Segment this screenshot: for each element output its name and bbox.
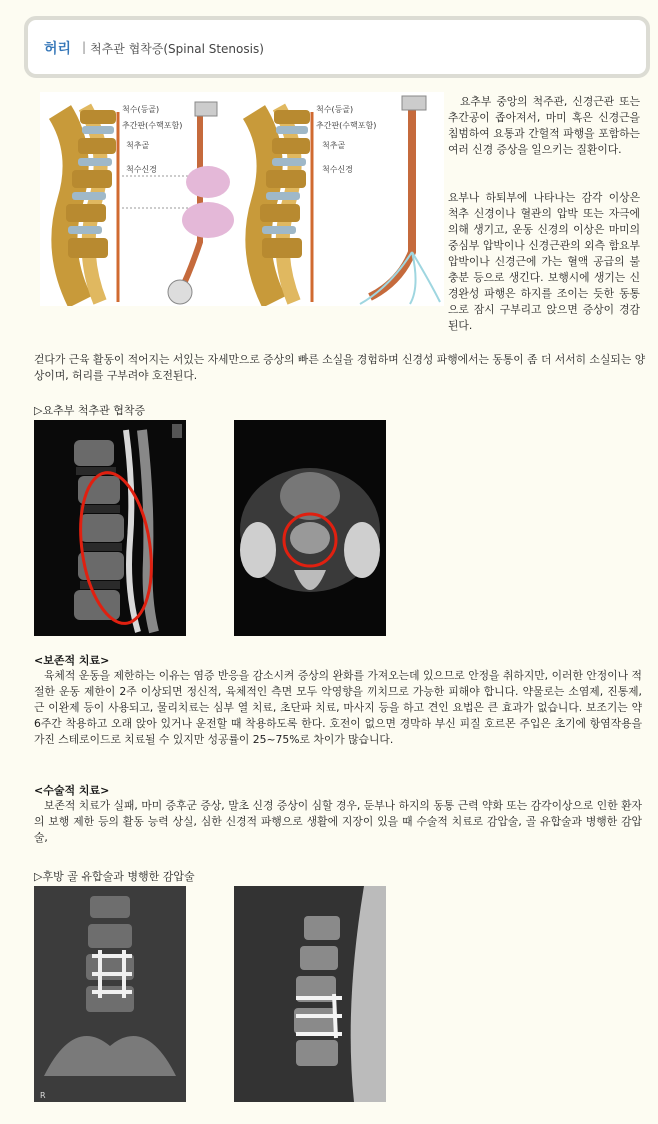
xray-caption: ▷후방 골 유합술과 병행한 감압술 [34,870,195,883]
label-left-spinal-cord: 척수(등골) [122,105,160,114]
left-spine-drawing [60,102,234,304]
intro-paragraph-3: 걷다가 근육 활동이 적어지는 서있는 자세만으로 증상의 빠른 소실을 경험하며 신경성 파행에서는 동통이 좀 더 서서히 소실되는 양상이며, 허리를 구부려야 호전된다. [34,353,646,382]
xray-ap-svg [34,886,186,1102]
intro-paragraph-1: 요추부 중앙의 척주관, 신경근관 또는 추간공이 좁아져서, 마미 혹은 신경근을 침범하여 요통과 간헐적 파행을 포함하는 여러 신경 증상을 일으키는 질환이다. [448,95,640,156]
label-left-vertebra: 척추골 [126,141,150,150]
mri-sagittal-image [34,420,186,636]
intro-paragraph-2: 요부나 하퇴부에 나타나는 감각 이상은 척추 신경이나 혈관의 압박 또는 자극에 의해 생기고, 운동 신경의 이상은 마미의 중심부 압박이나 신경근관의 외측 함요부 압박이나 신경근에 가는 혈액 공급의 불충분 등으로 생긴다. 보행시에 생기는 신경완성 파행은 하지를 조이는 듯한 동통으로 잠시 구부리고 앉으면 증상이 경감된다. [448,191,640,332]
surgical-text: 보존적 치료가 실패, 마미 증후군 증상, 말초 신경 증상이 심할 경우, 둔부나 하지의 동통 근력 약화 또는 감각이상으로 인한 환자의 보행 제한 등의 활동 능력 상실, 심한 신경적 파행으로 생활에 지장이 있을 때 수술적 치료로 감압술, 골 유합술과 병행한 감압술, [34,799,642,844]
mri-caption: ▷요추부 척추관 협착증 [34,404,146,417]
label-right-nerve: 척수신경 [322,165,353,174]
conservative-title: <보존적 치료> [34,654,110,667]
label-left-nerve: 척수신경 [126,165,157,174]
spine-illustration [40,92,444,306]
mri-axial-image [234,420,386,636]
label-right-vertebra: 척추골 [322,141,346,150]
xray-lateral-image [234,886,386,1102]
conservative-text: 육체적 운동을 제한하는 이유는 염증 반응을 감소시켜 증상의 완화를 가져오는데 있으므로 안정을 취하지만, 이러한 안정이나 적절한 운동 제한이 2주 이상되면 정신적, 육체적인 측면 모두 악영향을 끼치므로 가능한 피해야 합니다. 약물로는 소염제, 진통제, 근 이완제 등이 사용되고, 물리치료는 심부 열 치료, 초단파 치료, 마사지 등을 하고 견인 요법은 큰 효과가 없습니다. 보조기는 약 6주간 착용하고 오래 앉아 있거나 운전할 때 착용하도록 한다. 호전이 없으면 경막하 부신 피질 호르몬 주입은 초기에 항염작용을 가진 스테로이드로 치료될 수 있지만 성공률이 25~75%로 차이가 많습니다. [34,669,642,746]
label-right-disc: 추간판(수핵포함) [316,121,377,130]
label-right-spinal-cord: 척수(등골) [316,105,354,114]
mri-axial-svg [234,420,386,636]
page-title: 척추관 협착증(Spinal Stenosis) [90,42,264,56]
category-title: 허리 [44,41,72,57]
xray-lateral-svg [234,886,386,1102]
label-left-disc: 추간판(수핵포함) [122,121,183,130]
xray-ap-image [34,886,186,1102]
xray-r-marker: R [40,1091,46,1100]
mri-sagittal-svg [34,420,186,636]
page-header [24,16,650,78]
spine-illustration-svg [40,92,444,306]
surgical-title: <수술적 치료> [34,784,110,797]
header-separator: | [82,40,87,54]
